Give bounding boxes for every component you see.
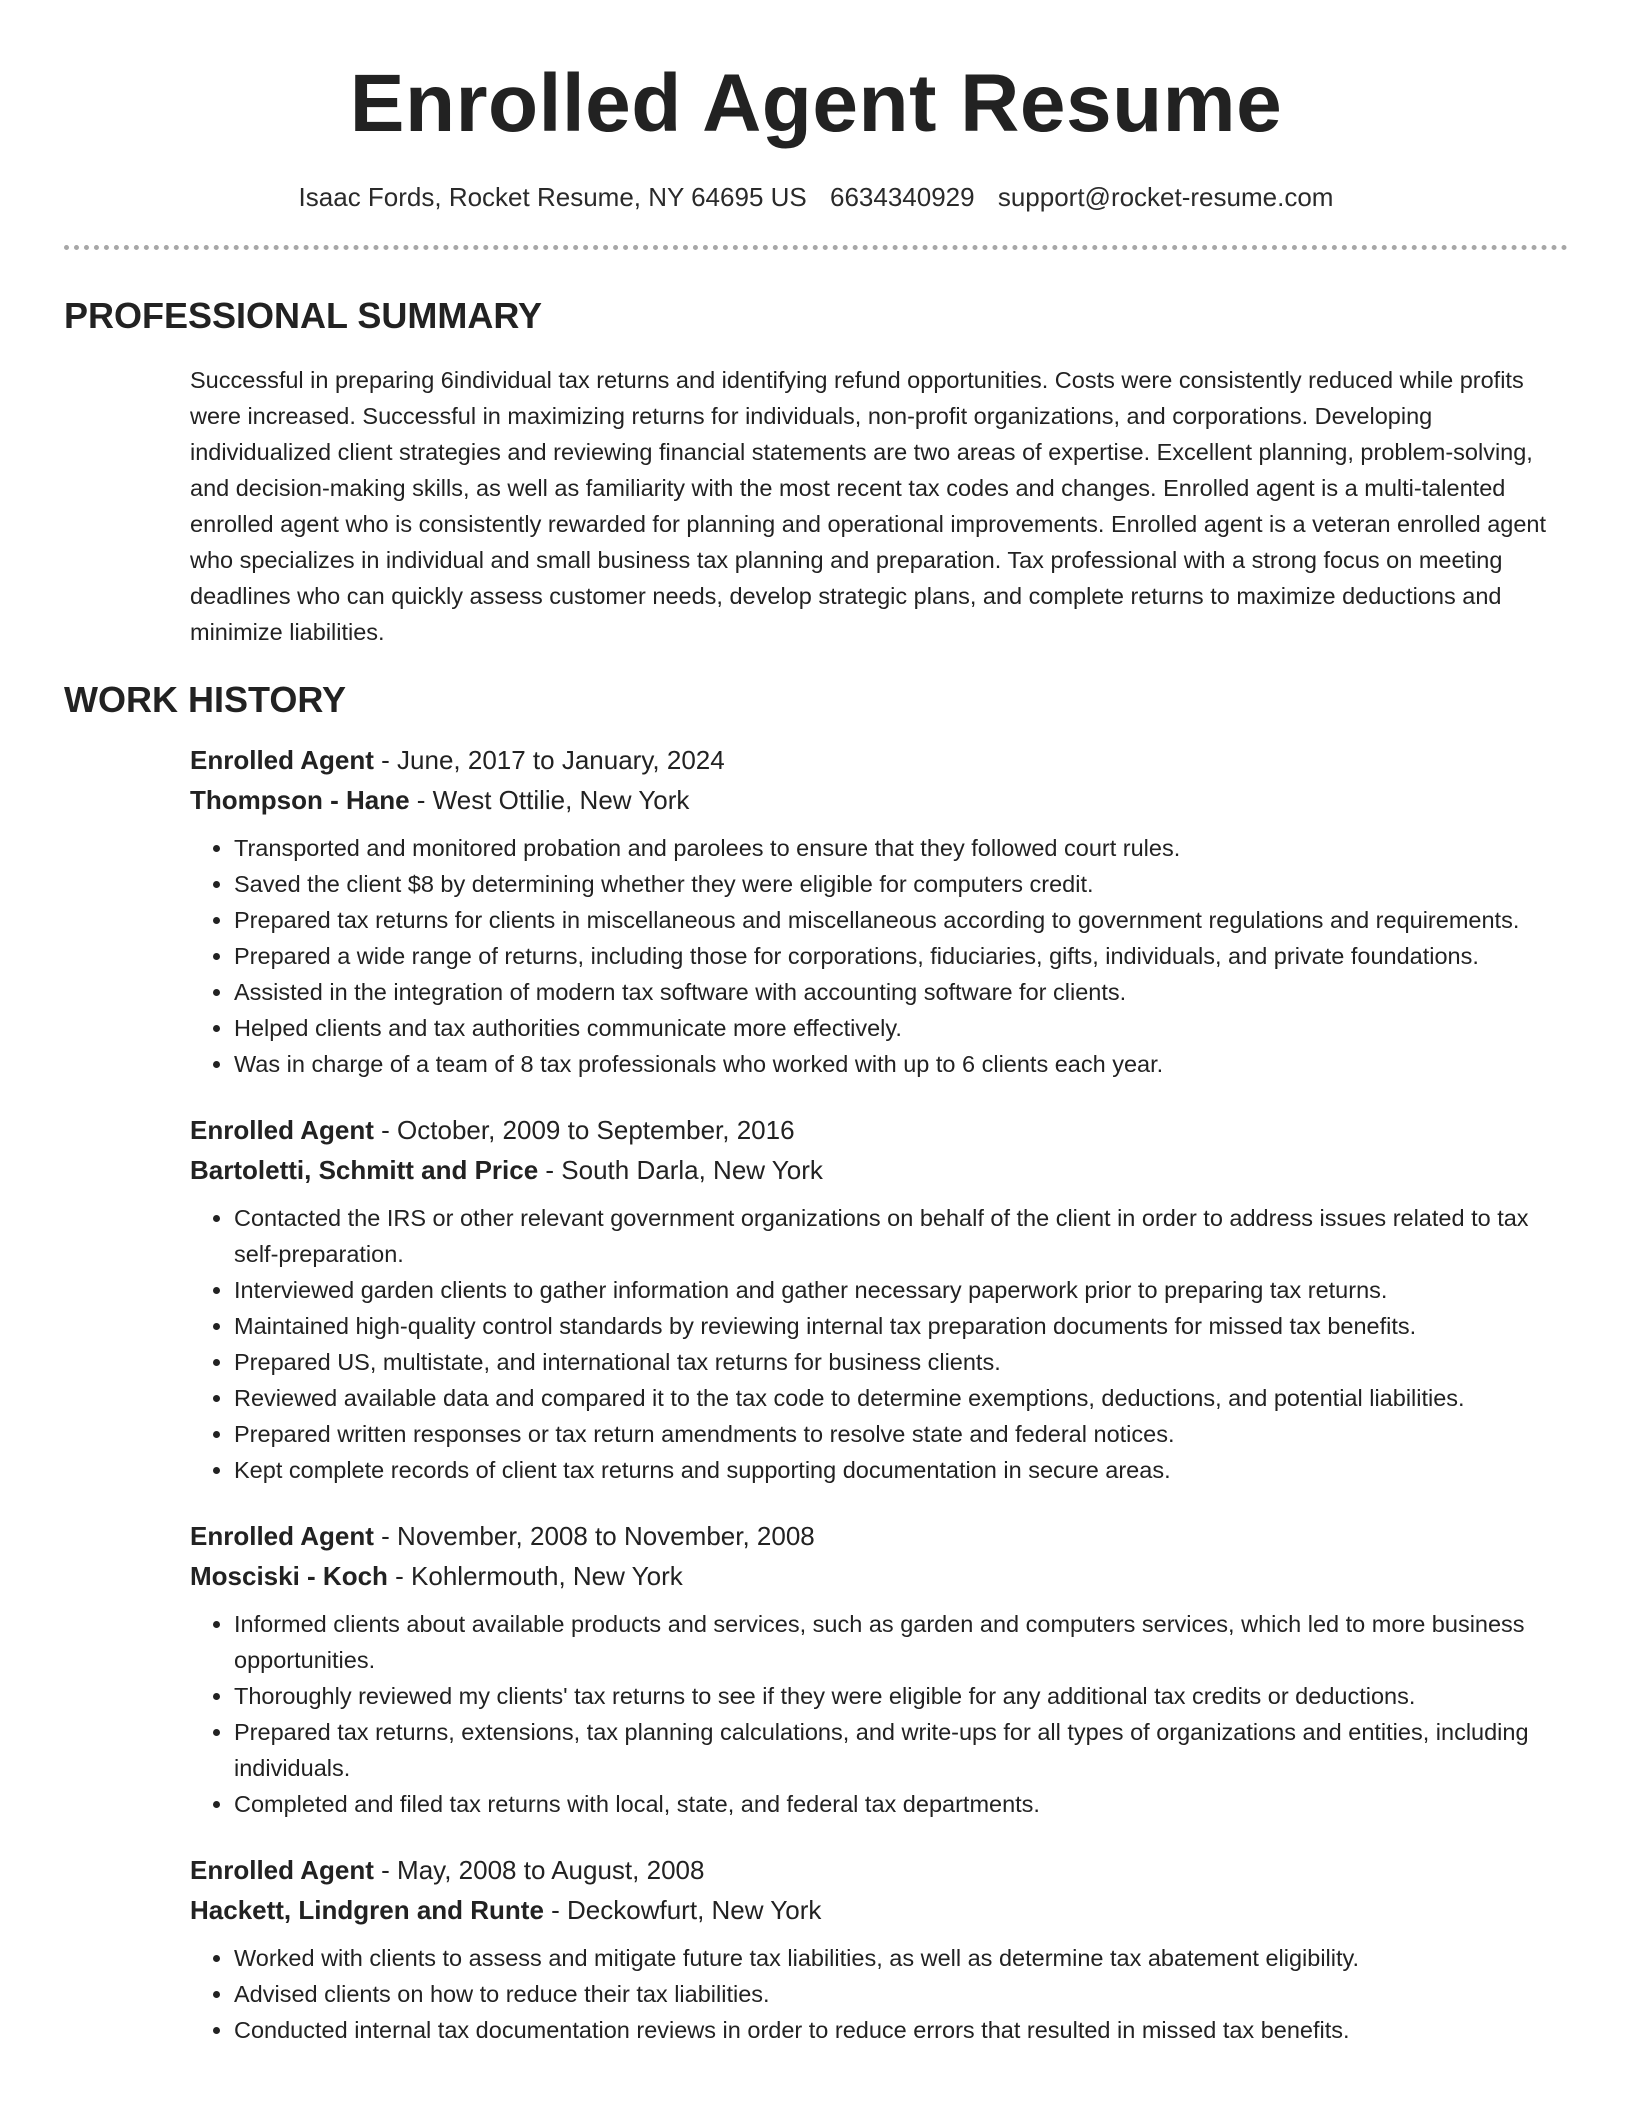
resume-title: Enrolled Agent Resume bbox=[349, 58, 1283, 149]
job-company: Hackett, Lindgren and Runte bbox=[190, 1895, 544, 1925]
job-dates: - May, 2008 to August, 2008 bbox=[373, 1855, 705, 1885]
job-bullet: • Interviewed garden clients to gather information and gather necessary paperwork prior to preparing tax returns. bbox=[234, 1272, 1568, 1308]
contact-address: Isaac Fords, Rocket Resume, NY 64695 US bbox=[298, 182, 807, 212]
job-bullet: • Completed and filed tax returns with local, state, and federal tax departments. bbox=[234, 1786, 1568, 1822]
job-title-line bbox=[190, 1850, 1568, 1890]
job-location: - Deckowfurt, New York bbox=[543, 1895, 822, 1925]
job-title: Enrolled Agent bbox=[190, 745, 374, 775]
job-title-line bbox=[190, 1110, 1568, 1150]
job-title: Enrolled Agent bbox=[190, 1115, 374, 1145]
job-dates: - June, 2017 to January, 2024 bbox=[373, 745, 725, 775]
job-entry bbox=[190, 1850, 1568, 2048]
job-title-line bbox=[190, 740, 1568, 780]
job-company: Bartoletti, Schmitt and Price bbox=[190, 1155, 539, 1185]
resume-page bbox=[64, 0, 1568, 2076]
job-company-line bbox=[190, 1556, 1568, 1596]
job-company-line bbox=[190, 1150, 1568, 1190]
job-company: Thompson - Hane bbox=[190, 785, 410, 815]
header-divider bbox=[64, 245, 1568, 250]
job-company: Mosciski - Koch bbox=[190, 1561, 388, 1591]
job-bullet: • Helped clients and tax authorities communicate more effectively. bbox=[234, 1010, 1568, 1046]
job-bullet: • Contacted the IRS or other relevant government organizations on behalf of the client in order to address issues related to tax self-preparation. bbox=[234, 1200, 1568, 1272]
job-bullet: • Worked with clients to assess and mitigate future tax liabilities, as well as determine tax abatement eligibility. bbox=[234, 1940, 1568, 1976]
job-bullet: • Prepared written responses or tax return amendments to resolve state and federal notices. bbox=[234, 1416, 1568, 1452]
job-bullet: • Was in charge of a team of 8 tax professionals who worked with up to 6 clients each year. bbox=[234, 1046, 1568, 1082]
job-bullet: • Prepared tax returns, extensions, tax planning calculations, and write-ups for all types of organizations and entities, including individuals. bbox=[234, 1714, 1568, 1786]
job-bullet: • Thoroughly reviewed my clients' tax returns to see if they were eligible for any additional tax credits or deductions. bbox=[234, 1678, 1568, 1714]
job-location: - South Darla, New York bbox=[538, 1155, 823, 1185]
contact-phone: 6634340929 bbox=[829, 182, 975, 212]
job-bullet: • Prepared a wide range of returns, including those for corporations, fiduciaries, gifts, individuals, and private foundations. bbox=[234, 938, 1568, 974]
job-bullet: • Maintained high-quality control standards by reviewing internal tax preparation documents for missed tax benefits. bbox=[234, 1308, 1568, 1344]
contact-info bbox=[64, 180, 1568, 214]
job-bullet: • Assisted in the integration of modern tax software with accounting software for clients. bbox=[234, 974, 1568, 1010]
job-company-line bbox=[190, 780, 1568, 820]
job-bullet: • Kept complete records of client tax returns and supporting documentation in secure areas. bbox=[234, 1452, 1568, 1488]
job-bullet: • Transported and monitored probation and parolees to ensure that they followed court rules. bbox=[234, 830, 1568, 866]
job-location: - Kohlermouth, New York bbox=[387, 1561, 683, 1591]
job-bullet: • Prepared tax returns for clients in miscellaneous and miscellaneous according to government regulations and requirements. bbox=[234, 902, 1568, 938]
job-location: - West Ottilie, New York bbox=[409, 785, 690, 815]
job-title-line bbox=[190, 1516, 1568, 1556]
job-bullet: • Conducted internal tax documentation reviews in order to reduce errors that resulted in missed tax benefits. bbox=[234, 2012, 1568, 2048]
summary-text: Successful in preparing 6individual tax returns and identifying refund opportunities. Costs were consistently reduced while profits were increased. Successful in maximizing returns for individuals, non-profit organizations, and corporations. Developing individualized client strategies and reviewing financial statements are two areas of expertise. Excellent planning, problem-solving, and decision-making skills, as well as familiarity with the most recent tax codes and changes. Enrolled agent is a multi-talented enrolled agent who is consistently rewarded for planning and operational improvements. Enrolled agent is a veteran enrolled agent who specializes in individual and small business tax planning and preparation. Tax professional with a strong focus on meeting deadlines who can quickly assess customer needs, develop strategic plans, and complete returns to maximize deductions and minimize liabilities. bbox=[190, 367, 1547, 645]
contact-email: support@rocket-resume.com bbox=[997, 182, 1334, 212]
job-dates: - November, 2008 to November, 2008 bbox=[373, 1521, 815, 1551]
job-entry bbox=[190, 1516, 1568, 1822]
work-history-heading: WORK HISTORY bbox=[64, 679, 347, 720]
job-bullets bbox=[190, 1200, 1568, 1488]
job-bullet: • Informed clients about available products and services, such as garden and computers services, which led to more business opportunities. bbox=[234, 1606, 1568, 1678]
job-bullets bbox=[190, 1606, 1568, 1822]
job-entry bbox=[190, 1110, 1568, 1488]
job-title: Enrolled Agent bbox=[190, 1855, 374, 1885]
job-title: Enrolled Agent bbox=[190, 1521, 374, 1551]
job-company-line bbox=[190, 1890, 1568, 1930]
job-bullets bbox=[190, 830, 1568, 1082]
job-entry bbox=[190, 740, 1568, 1082]
job-bullet: • Saved the client $8 by determining whether they were eligible for computers credit. bbox=[234, 866, 1568, 902]
job-bullet: • Advised clients on how to reduce their tax liabilities. bbox=[234, 1976, 1568, 2012]
job-bullet: • Reviewed available data and compared it to the tax code to determine exemptions, deductions, and potential liabilities. bbox=[234, 1380, 1568, 1416]
summary-heading: PROFESSIONAL SUMMARY bbox=[64, 295, 543, 336]
job-bullets bbox=[190, 1940, 1568, 2048]
work-history-list bbox=[190, 740, 1568, 2048]
job-dates: - October, 2009 to September, 2016 bbox=[373, 1115, 795, 1145]
job-bullet: • Prepared US, multistate, and international tax returns for business clients. bbox=[234, 1344, 1568, 1380]
